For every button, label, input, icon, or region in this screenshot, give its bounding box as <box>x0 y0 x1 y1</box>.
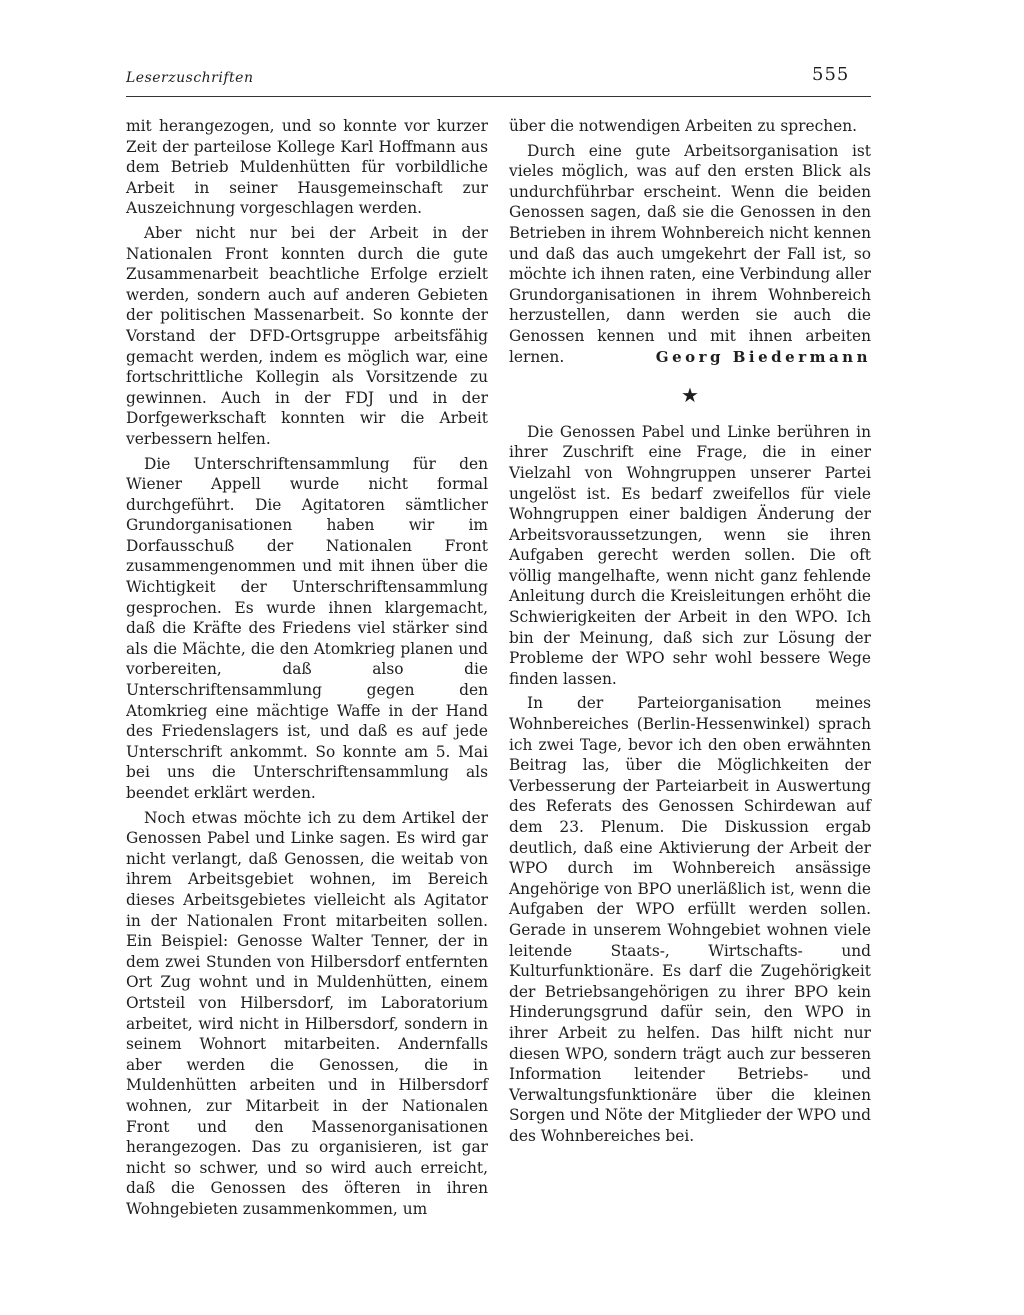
paragraph: In der Parteiorganisation meines Wohnbereiches (Berlin-Hessenwinkel) sprach ich zwei Tage, bevor ich den oben erwähnten Beitrag las, über die Möglichkeiten der Verbesserung der Parteiarbeit in Auswertung des Referats des Genossen Schirdewan auf dem 23. Plenum. Die Diskussion ergab deutlich, daß eine Aktivierung der Arbeit der WPO durch im Wohnbereich ansässige Angehörige von BPO unerläßlich ist, wenn die Aufgaben der WPO erfüllt werden sollen. Gerade in unserem Wohngebiet wohnen viele leitende Staats-, Wirtschafts- und Kulturfunktionäre. Es darf die Zugehörigkeit der Betriebsangehörigen zu ihrer BPO kein Hinderungsgrund dafür sein, den WPO in ihrer Arbeit zu helfen. Das hilft nicht nur diesen WPO, sondern trägt auch zur besseren Information leitender Betriebs- und Verwaltungsfunktionäre über die kleinen Sorgen und Nöte der Mitglieder der WPO und des Wohnbereiches bei. <box>509 694 871 1145</box>
left-column <box>126 116 488 1223</box>
paragraph: Noch etwas möchte ich zu dem Artikel der Genossen Pabel und Linke sagen. Es wird gar nicht verlangt, daß Genossen, die weitab von ihrem Arbeitsgebiet wohnen, im Bereich dieses Arbeitsgebietes vielleicht als Agitator in der Nationalen Front mitarbeiten sollen. Ein Beispiel: Genosse Walter Tenner, der in dem zwei Stunden von Hilbersdorf entfernten Ort Zug wohnt und in Muldenhütten, einem Ortsteil von Hilbersdorf, im Laboratorium arbeitet, wird nicht in Hilbersdorf, sondern in seinem Wohnort mitarbeiten. Andernfalls aber werden die Genossen, die in Muldenhütten arbeiten und in Hilbersdorf wohnen, zur Mitarbeit in der Nationalen Front und den Massenorganisationen herangezogen. Das zu organisieren, ist gar nicht so schwer, und so wird auch erreicht, daß die Genossen des öfteren in ihren Wohngebieten zusammenkommen, um <box>126 808 488 1218</box>
paragraph: Aber nicht nur bei der Arbeit in der Nationalen Front konnten durch die gute Zusammenarbeit beachtliche Erfolge erzielt werden, sondern auch auf anderen Gebieten der politischen Massenarbeit. So konnte der Vorstand der DFD-Ortsgruppe arbeitsfähig gemacht werden, indem es möglich war, eine fortschrittliche Kollegin als Vorsitzende zu gewinnen. Auch in der FDJ und in der Dorfgewerkschaft konnten wir die Arbeit verbessern helfen. <box>126 223 488 448</box>
paragraph-text: Durch eine gute Arbeitsorganisation ist vieles möglich, was auf den ersten Blick als undurchführbar erscheint. Wenn die beiden Genossen sagen, daß sie die Genossen in den Betrieben in ihrem Wohnbereich nicht kennen und daß das auch umgekehrt der Fall ist, so möchte ich ihnen raten, eine Verbindung aller Grundorganisationen in ihrem Wohnbereich herzustellen, dann werden sie auch die Genossen kennen und mit ihnen arbeiten lernen. <box>509 141 871 366</box>
paragraph: mit herangezogen, und so konnte vor kurzer Zeit der parteilose Kollege Karl Hoffmann aus dem Betrieb Muldenhütten für vorbildliche Arbeit in seiner Hausgemeinschaft zur Auszeichnung vorgeschlagen werden. <box>126 117 488 218</box>
running-header-section: Leserzuschriften <box>126 70 254 86</box>
star-separator-icon: ★ <box>681 383 699 408</box>
header-rule <box>126 96 871 97</box>
page-number: 555 <box>812 64 850 85</box>
paragraph: über die notwendigen Arbeiten zu sprechen. <box>509 117 858 135</box>
right-column <box>509 116 871 1151</box>
paragraph: Die Genossen Pabel und Linke berühren in ihrer Zuschrift eine Frage, die in einer Vielzahl von Wohngruppen unserer Partei ungelöst ist. Es bedarf zweifellos für viele Wohngruppen einer baldigen Änderung der Arbeitsvoraussetzungen, wenn sie ihren Aufgaben gerecht werden sollen. Die oft völlig mangelhafte, wenn nicht ganz fehlende Anleitung durch die Kreisleitungen erhöht die Schwierigkeiten der Arbeit in den WPO. Ich bin der Meinung, daß sich zur Lösung der Probleme der WPO sehr wohl bessere Wege finden lassen. <box>509 422 871 688</box>
paragraph: Die Unterschriftensammlung für den Wiener Appell wurde nicht formal durchgeführt. Die Agitatoren sämtlicher Grundorganisationen haben wir im Dorfausschuß der Nationalen Front zusammengenommen und mit ihnen über die Wichtigkeit der Unterschriftensammlung gesprochen. Es wurde ihnen klargemacht, daß die Kräfte des Friedens viel stärker sind als die Mächte, die den Atomkrieg planen und vorbereiten, daß also die Unterschriftensammlung gegen den Atomkrieg eine mächtige Waffe in der Hand des Friedenslagers ist, und daß es auf jede Unterschrift ankommt. So konnte am 5. Mai bei uns die Unterschriftensammlung als beendet erklärt werden. <box>126 454 488 802</box>
author-signature: Georg Biedermann <box>655 347 871 366</box>
paragraph-with-signature <box>509 141 871 368</box>
